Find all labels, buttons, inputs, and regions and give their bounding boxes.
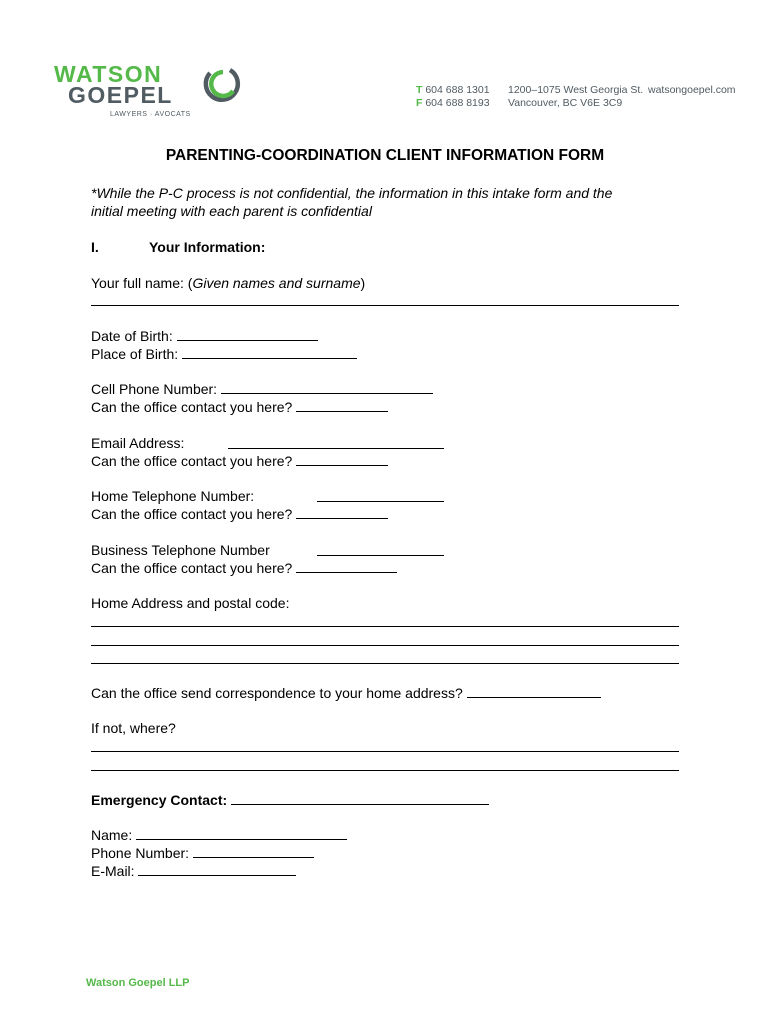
- correspondence-label-text: Can the office send correspondence to your home address?: [91, 685, 463, 701]
- ec-phone-label: [91, 844, 314, 862]
- address-line-1: 1200–1075 West Georgia St.: [508, 84, 644, 96]
- full-name-hint: Given names and surname: [192, 275, 361, 291]
- if-not-line-2[interactable]: [91, 770, 679, 771]
- correspondence-field[interactable]: [467, 684, 601, 698]
- logo-watson-text: WATSON: [54, 61, 163, 87]
- correspondence-label: [91, 684, 601, 702]
- home-address-line-2[interactable]: [91, 645, 679, 646]
- logo-ring-icon: [202, 64, 242, 104]
- full-name-field[interactable]: [91, 305, 679, 306]
- firm-logo: [54, 62, 244, 122]
- emergency-contact-field[interactable]: [231, 791, 489, 805]
- full-name-label-text: Your full name: (: [91, 275, 193, 291]
- section-title: Your Information:: [149, 239, 266, 255]
- ec-name-field[interactable]: [136, 826, 347, 840]
- fax-number: 604 688 8193: [425, 97, 490, 109]
- business-tel-contact-label-text: Can the office contact you here?: [91, 560, 293, 576]
- home-tel-contact-field[interactable]: [296, 505, 388, 519]
- email-contact-label: [91, 452, 388, 470]
- cell-contact-field[interactable]: [296, 398, 388, 412]
- confidentiality-note-line-2: initial meeting with each parent is confidential: [91, 203, 372, 219]
- section-number: I.: [91, 239, 99, 255]
- email-contact-label-text: Can the office contact you here?: [91, 453, 293, 469]
- ec-email-label-text: E-Mail:: [91, 863, 135, 879]
- footer-firm-name: Watson Goepel LLP: [86, 977, 190, 989]
- ec-email-field[interactable]: [138, 862, 296, 876]
- ec-phone-label-text: Phone Number:: [91, 845, 190, 861]
- cell-label-text: Cell Phone Number:: [91, 381, 218, 397]
- letterhead-phone-block: [416, 84, 490, 110]
- cell-contact-label-text: Can the office contact you here?: [91, 399, 293, 415]
- emergency-contact-label-text: Emergency Contact:: [91, 792, 228, 808]
- logo-tagline: LAWYERS · AVOCATS: [110, 111, 191, 118]
- home-tel-label: Home Telephone Number:: [91, 488, 255, 504]
- letterhead-address-block: [508, 84, 643, 110]
- pob-field[interactable]: [182, 345, 357, 359]
- if-not-line-1[interactable]: [91, 751, 679, 752]
- pob-label: [91, 345, 357, 363]
- email-label: Email Address:: [91, 435, 185, 451]
- logo-goepel-text: GOEPEL: [68, 82, 173, 108]
- business-tel-contact-field[interactable]: [296, 559, 397, 573]
- full-name-label: [91, 274, 365, 292]
- cell-contact-label: [91, 398, 388, 416]
- tel-prefix: T: [416, 84, 423, 96]
- home-tel-field[interactable]: [317, 501, 444, 502]
- ec-name-label-text: Name:: [91, 827, 133, 843]
- letterhead-website[interactable]: watsongoepel.com: [648, 84, 736, 96]
- home-address-label: Home Address and postal code:: [91, 595, 290, 611]
- business-tel-label: Business Telephone Number: [91, 542, 270, 558]
- business-tel-contact-label: [91, 559, 397, 577]
- cell-label: [91, 380, 433, 398]
- ec-email-label: [91, 862, 296, 880]
- form-title: PARENTING-COORDINATION CLIENT INFORMATION FORM: [165, 147, 605, 164]
- email-contact-field[interactable]: [296, 452, 388, 466]
- confidentiality-note-line-1: *While the P-C process is not confidential, the information in this intake form and the: [91, 185, 613, 201]
- emergency-contact-label: [91, 791, 489, 809]
- dob-field[interactable]: [177, 327, 318, 341]
- home-tel-contact-label-text: Can the office contact you here?: [91, 506, 293, 522]
- home-tel-contact-label: [91, 505, 388, 523]
- full-name-close: ): [360, 275, 366, 291]
- home-address-line-3[interactable]: [91, 663, 679, 664]
- tel-number: 604 688 1301: [425, 84, 490, 96]
- pob-label-text: Place of Birth:: [91, 346, 179, 362]
- business-tel-field[interactable]: [317, 555, 444, 556]
- fax-prefix: F: [416, 97, 423, 109]
- cell-field[interactable]: [221, 380, 433, 394]
- home-address-line-1[interactable]: [91, 626, 679, 627]
- dob-label: [91, 327, 318, 345]
- address-line-2: Vancouver, BC V6E 3C9: [508, 97, 623, 109]
- if-not-label: If not, where?: [91, 720, 176, 736]
- ec-name-label: [91, 826, 347, 844]
- dob-label-text: Date of Birth:: [91, 328, 173, 344]
- email-field[interactable]: [228, 448, 444, 449]
- ec-phone-field[interactable]: [193, 844, 314, 858]
